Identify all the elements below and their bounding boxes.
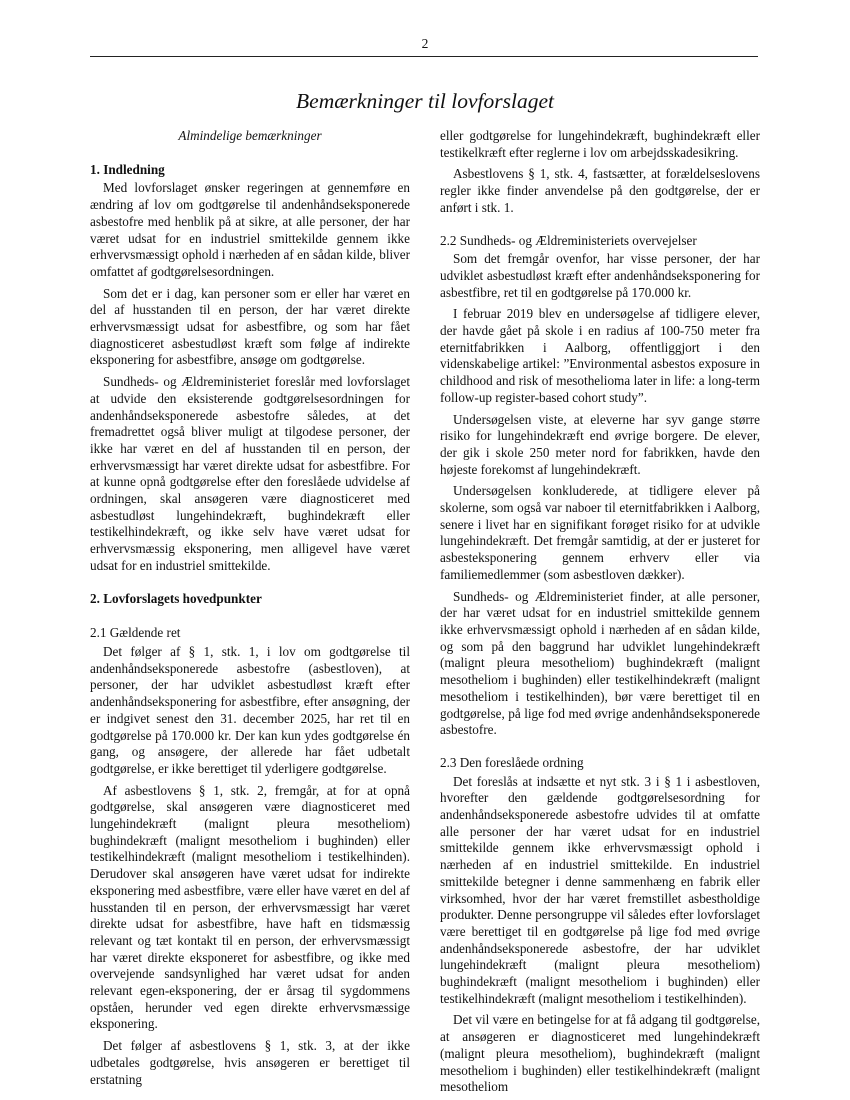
right-column bbox=[440, 128, 760, 1096]
paragraph: Sundheds- og Ældreministeriet foreslår med lovforslaget at udvide den eksisterende godtgørelsesordningen for andenhåndseksponerede asbestofre således, at det fremadrettet også bliver muligt at tilgodese personer, der ikke har været en del af husstanden til en person, der erhvervsmæssigt har været direkte udsat for asbestfibre. For at kunne opnå godtgørelse efter den foreslåede udvidelse af ordningen, skal ansøgeren være diagnosticeret med asbestudløst lungehindekræft, bughindekræft eller testikelhindekræft, og ikke selv have været udsat for erhvervsmæssig eksponering, men alligevel have været udsat for en industriel smittekilde. bbox=[90, 374, 410, 573]
paragraph: Det følger af asbestlovens § 1, stk. 3, at der ikke udbetales godtgørelse, hvis ansøgeren er berettiget til erstatning bbox=[90, 1038, 410, 1087]
left-column bbox=[90, 128, 410, 1088]
section-heading: 1. Indledning bbox=[90, 161, 165, 177]
paragraph: Af asbestlovens § 1, stk. 2, fremgår, at for at opnå godtgørelse, skal ansøgeren være diagnosticeret med lungehindekræft (malignt pleura mesotheliom) bughindekræft (malignt mesotheliom i bughinden) eller testikelhindekræft (malignt mesotheliom i testikelhinden). Derudover skal ansøgeren have været udsat for indirekte eksponering med asbestfibre, være eller have været en del af husstanden til en person, der erhvervsmæssigt har været direkte udsat for asbestfibre, have haft en tidsmæssig relevant og tæt kontakt til en person, der erhvervsmæssigt har været direkte eksponeret for asbestfibre, og ikke med overvejende sandsynlighed har været udsat for anden relevant egen-eksponering, der er årsag til sygdommens opståen, herunder ved egen direkte erhvervsmæssige eksponering. bbox=[90, 782, 410, 1032]
paragraph: eller godtgørelse for lungehindekræft, bughindekræft eller testikelkræft efter reglerne i lov om arbejdsskadesikring. bbox=[440, 128, 760, 160]
paragraph: Undersøgelsen konkluderede, at tidligere elever på skolerne, som også var naboer til eternitfabrikken i Aalborg, senere i livet har en signifikant forøget risiko for at udvikle lungehindekræft. Det fremgår samtidig, at der er justeret for asbesteksponering gennem erhverv eller via familiemedlemmer (som asbestloven dækker). bbox=[440, 483, 760, 582]
paragraph: Med lovforslaget ønsker regeringen at gennemføre en ændring af lov om godtgørelse til andenhåndseksponerede asbestofre med henblik på at sikre, at alle personer, der har været udsat for en industriel smittekilde gennem ikke erhvervsmæssigt ophold i nærheden af en sådan kilde, bliver omfattet af godtgørelsesordningen. bbox=[90, 180, 410, 279]
subtitle: Almindelige bemærkninger bbox=[178, 128, 322, 143]
paragraph: Det vil være en betingelse for at få adgang til godtgørelse, at ansøgeren er diagnosticeret med lungehindekræft (malignt pleura mesotheliom), bughindekræft (malignt mesotheliom i bughinden) eller testikelhindekræft (malignt mesotheliom bbox=[440, 1012, 760, 1095]
subsection-heading: 2.3 Den foreslåede ordning bbox=[440, 754, 584, 770]
subsection-heading: 2.1 Gældende ret bbox=[90, 625, 181, 641]
page-number: 2 bbox=[421, 36, 429, 51]
subsection-heading: 2.2 Sundheds- og Ældreministeriets overvejelser bbox=[440, 232, 697, 248]
page-title: Bemærkninger til lovforslaget bbox=[296, 89, 554, 113]
paragraph: Undersøgelsen viste, at eleverne har syv gange større risiko for lungehindekræft end øvrige borgere. De elever, der gik i skole 250 meter nord for fabrikken, havde den højeste forekomst af lungehindekræft. bbox=[440, 411, 760, 477]
paragraph: Det foreslås at indsætte et nyt stk. 3 i § 1 i asbestloven, hvorefter den gældende godtgørelsesordning for andenhåndseksponerede asbestofre udvides til at omfatte alle personer der har været udsat for en industriel smittekilde gennem ikke erhvervsmæssigt ophold i nærheden af en industriel smittekilde. En industriel smittekilde betegner i denne sammenhæng en fabrik eller virksomhed, hvor der har været fremstillet asbestholdige produkter. Denne persongruppe vil således efter lovforslaget være berettiget til en godtgørelse på lige fod med øvrige andenhåndseksponerede asbestofre, der har udviklet lungehindekræft (malignt pleura mesotheliom) bughindekræft (malignt mesotheliom i bughinden) eller testikelhindekræft (malignt mesotheliom i testikelhinden). bbox=[440, 773, 760, 1006]
header-rule bbox=[90, 56, 758, 57]
paragraph: Som det er i dag, kan personer som er eller har været en del af husstanden til en person, der har været direkte erhvervsmæssigt udsat for asbestfibre, og som har fået diagnosticeret asbestudløst kræft som følge af indirekte eksponering for asbestfibre, ansøge om godtgørelse. bbox=[90, 285, 410, 368]
paragraph: Det følger af § 1, stk. 1, i lov om godtgørelse til andenhåndseksponerede asbestofre (asbestloven), at personer, der har udviklet asbestudløst kræft efter andenhåndseksponering for asbestfibre, efter ansøgning, der er indgivet senest den 31. december 2025, har ret til en godtgørelse på 170.000 kr. Der kan kun ydes godtgørelse én gang, og ansøgere, der allerede har fået udbetalt godtgørelse, er ikke berettiget til yderligere godtgørelse. bbox=[90, 643, 410, 776]
paragraph: I februar 2019 blev en undersøgelse af tidligere elever, der havde gået på skole i en radius af 100-750 meter fra eternitfabrikken i Aalborg, offentliggjort i den videnskabelige artikel: ”Environmental asbestos exposure in childhood and risk of mesothelioma later in life: a long-term follow-up register-based cohort study”. bbox=[440, 306, 760, 405]
paragraph: Asbestlovens § 1, stk. 4, fastsætter, at forældelseslovens regler ikke finder anvendelse på den godtgørelse, der er anført i stk. 1. bbox=[440, 166, 760, 215]
paragraph: Som det fremgår ovenfor, har visse personer, der har udviklet asbestudløst kræft efter andenhåndseksponering for asbestfibre, ret til en godtgørelse på 170.000 kr. bbox=[440, 251, 760, 300]
section-heading: 2. Lovforslagets hovedpunkter bbox=[90, 590, 262, 606]
paragraph: Sundheds- og Ældreministeriet finder, at alle personer, der har været udsat for en industriel smittekilde gennem ikke erhvervsmæssigt ophold i nærheden af en sådan kilde, og som på den baggrund har udviklet lungehindekræft (malignt pleura mesotheliom) bughindekræft (malignt mesotheliom i bughinden) eller testikelhindekræft (malignt mesotheliom i testikelhinden), bør være berettiget til en godtgørelse, på lige fod med øvrige andenhåndseksponerede asbestofre. bbox=[440, 588, 760, 738]
